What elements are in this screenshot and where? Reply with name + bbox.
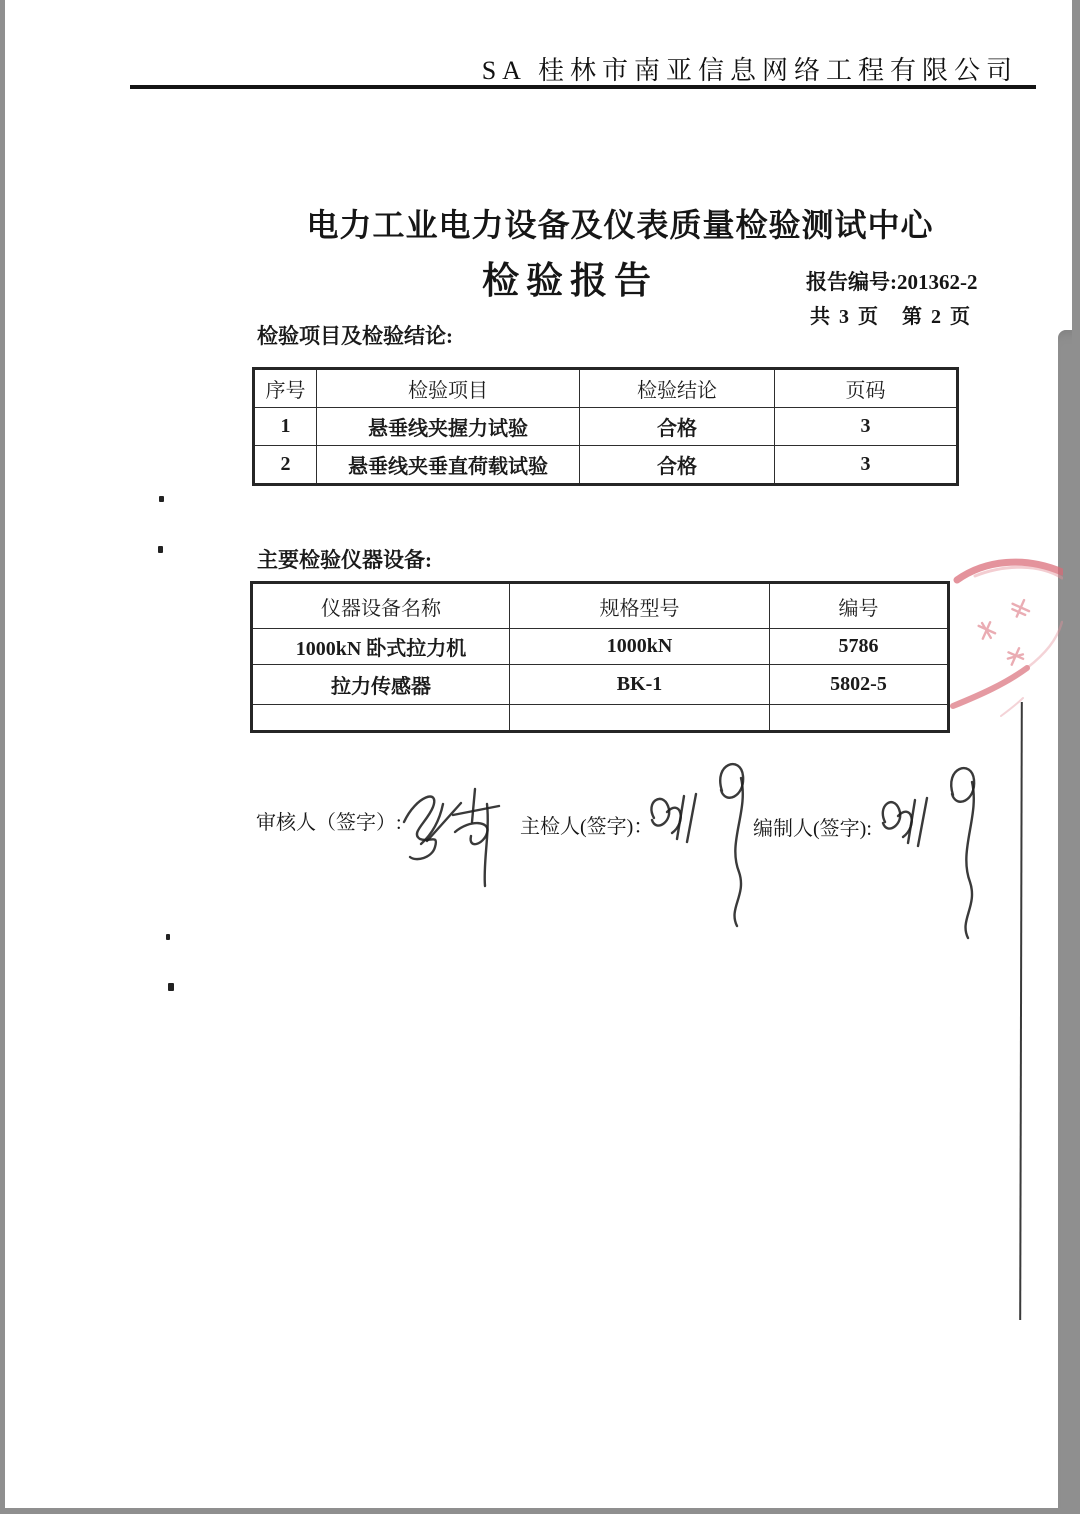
reviewer-signature (398, 770, 510, 892)
cell-serial (770, 705, 949, 732)
cell-instrument: 1000kN 卧式拉力机 (252, 629, 510, 665)
preparer-signature-label: 编制人(签字): (753, 818, 872, 840)
cell-model: BK-1 (510, 665, 770, 705)
inspector-signature-label: 主检人(签字)： (520, 816, 654, 838)
scan-speck (159, 496, 164, 502)
col-header-instrument: 仪器设备名称 (252, 583, 510, 629)
page-edge-shadow-line (1019, 702, 1023, 1320)
scan-speck (158, 546, 163, 553)
col-header-item: 检验项目 (317, 369, 580, 408)
table-row (252, 665, 949, 705)
instruments-section-label: 主要检验仪器设备: (257, 548, 432, 572)
report-doc-title: 检验报告 (482, 261, 658, 302)
scan-edge-left (0, 0, 5, 1514)
table-row (254, 446, 958, 485)
cell-page: 3 (775, 408, 958, 446)
cell-seq: 1 (254, 408, 317, 446)
cell-conclusion: 合格 (580, 408, 775, 446)
scan-speck (168, 983, 174, 991)
col-header-page: 页码 (775, 369, 958, 408)
cell-item: 悬垂线夹握力试验 (317, 408, 580, 446)
cell-seq: 2 (254, 446, 317, 485)
letterhead-company-name: SA 桂林市南亚信息网络工程有限公司 (481, 56, 1018, 85)
report-number: 报告编号:201362-2 (806, 270, 978, 294)
report-center-title: 电力工业电力设备及仪表质量检验测试中心 (306, 207, 934, 243)
col-header-seq: 序号 (254, 369, 317, 408)
cell-page: 3 (775, 446, 958, 485)
table-header-row (254, 369, 958, 408)
reviewer-signature-label: 审核人（签字）: (256, 812, 402, 834)
items-table (252, 367, 959, 486)
instruments-table (250, 581, 950, 733)
scan-edge-bottom (0, 1508, 1080, 1514)
table-header-row (252, 583, 949, 629)
red-seal-stamp (945, 548, 1063, 728)
cell-model (510, 705, 770, 732)
scan-speck (166, 934, 170, 940)
cell-item: 悬垂线夹垂直荷载试验 (317, 446, 580, 485)
col-header-conclusion: 检验结论 (580, 369, 775, 408)
cell-instrument: 拉力传感器 (252, 665, 510, 705)
table-row (252, 629, 949, 665)
cell-serial: 5786 (770, 629, 949, 665)
col-header-model: 规格型号 (510, 583, 770, 629)
inspector-signature (642, 756, 774, 928)
cell-model: 1000kN (510, 629, 770, 665)
items-section-label: 检验项目及检验结论: (257, 324, 453, 348)
col-header-serial: 编号 (770, 583, 949, 629)
table-row (254, 408, 958, 446)
cell-instrument (252, 705, 510, 732)
scan-edge-right (1072, 0, 1080, 1514)
preparer-signature (874, 758, 1006, 940)
cell-conclusion: 合格 (580, 446, 775, 485)
page-count: 共 3 页 第 2 页 (810, 306, 972, 328)
letterhead-rule (130, 85, 1036, 89)
cell-serial: 5802-5 (770, 665, 949, 705)
table-row-empty (252, 705, 949, 732)
